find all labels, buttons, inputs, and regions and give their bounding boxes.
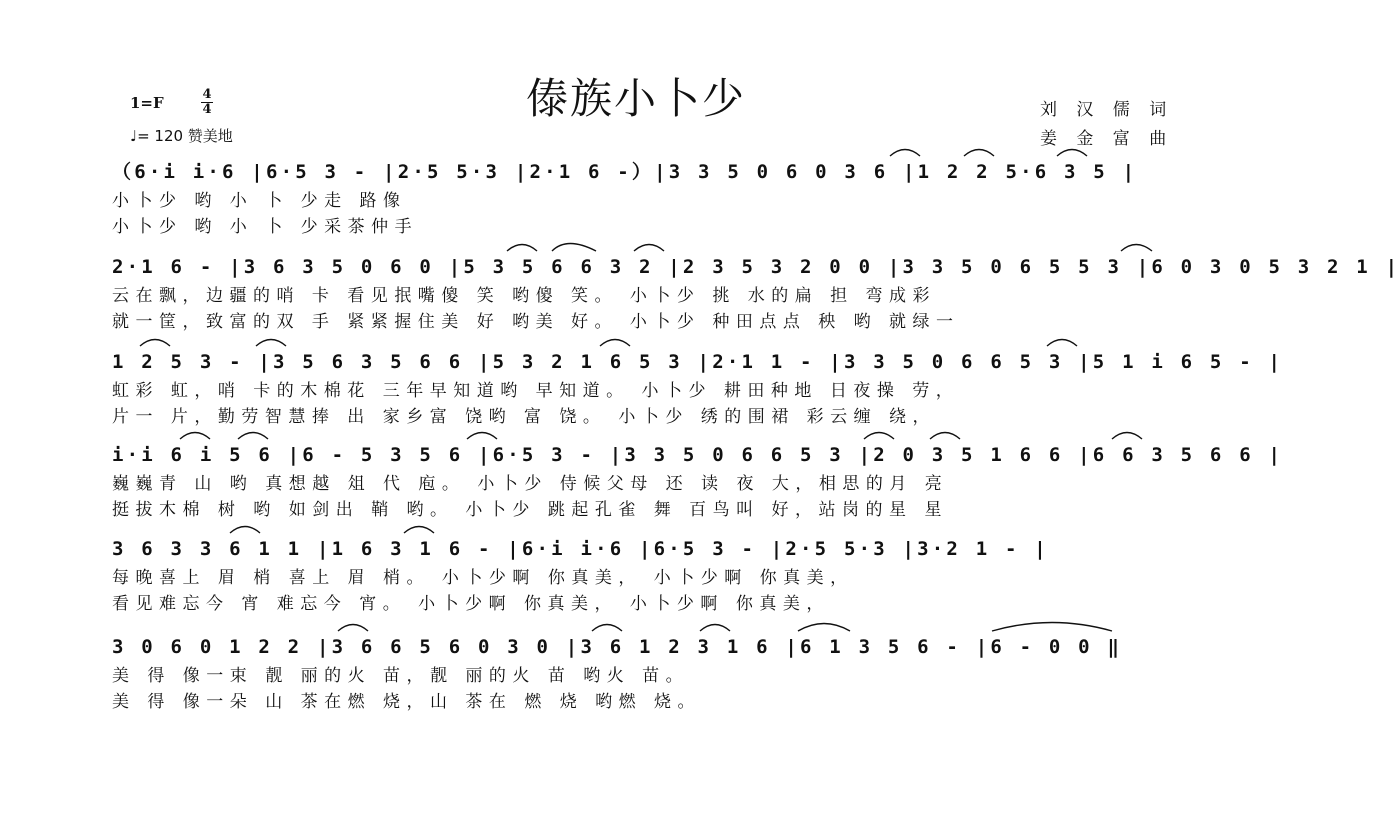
lyric-verse-2: 小卜少 哟 小 卜 少采茶仲手 xyxy=(112,217,419,237)
notation-line: 3 6 3 3 6 1 1 |1 6 3 1 6 - |6·i i·6 |6·5 3 - |2·5 5·3 |3·2 1 - | xyxy=(112,538,1049,560)
key-signature: 1=F xyxy=(130,94,164,112)
lyric-verse-2: 美 得 像一朵 山 茶在燃 烧，山 茶在 燃 烧 哟燃 烧。 xyxy=(112,692,702,712)
time-signature xyxy=(200,88,214,117)
lyric-verse-2: 挺拔木棉 树 哟 如剑出 鞘 哟。 小卜少 跳起孔雀 舞 百鸟叫 好，站岗的星 星 xyxy=(112,500,948,520)
time-signature-top: 4 xyxy=(202,87,212,102)
notation-line: （6·i i·6 |6·5 3 - |2·5 5·3 |2·1 6 -）|3 3 5 0 6 0 3 6 |1 2 2 5·6 3 5 | xyxy=(112,161,1138,183)
lyric-verse-1: 巍巍青 山 哟 真想越 俎 代 庖。 小卜少 侍候父母 还 读 夜 大，相思的月 亮 xyxy=(112,474,949,494)
notation-line: 1 2 5 3 - |3 5 6 3 5 6 6 |5 3 2 1 6 5 3 |2·1 1 - |3 3 5 0 6 6 5 3 |5 1 i 6 5 - | xyxy=(112,351,1284,373)
lyric-verse-1: 美 得 像一束 靓 丽的火 苗，靓 丽的火 苗 哟火 苗。 xyxy=(112,666,690,686)
notation-line: 2·1 6 - |3 6 3 5 0 6 0 |5 3 5 6 6 3 2 |2 3 5 3 2 0 0 |3 3 5 0 6 5 5 3 |6 0 3 0 5 3 2 1 | xyxy=(112,256,1400,278)
composer-credit: 姜 金 富 曲 xyxy=(1040,129,1174,149)
notation-line: i·i 6 i 5 6 |6 - 5 3 5 6 |6·5 3 - |3 3 5 0 6 6 5 3 |2 0 3 5 1 6 6 |6 6 3 5 6 6 | xyxy=(112,444,1284,466)
notation-line: 3 0 6 0 1 2 2 |3 6 6 5 6 0 3 0 |3 6 1 2 3 1 6 |6 1 3 5 6 - |6 - 0 0 ‖ xyxy=(112,636,1123,658)
lyric-verse-2: 片一 片，勤劳智慧捧 出 家乡富 饶哟 富 饶。 小卜少 绣的围裙 彩云缠 绕， xyxy=(112,407,937,427)
lyric-verse-1: 虹彩 虹，哨 卡的木棉花 三年早知道哟 早知道。 小卜少 耕田种地 日夜操 劳， xyxy=(112,381,960,401)
song-title: 傣族小卜少 xyxy=(525,74,746,123)
lyricist-credit: 刘 汉 儒 词 xyxy=(1040,100,1174,120)
lyric-verse-2: 看见难忘今 宵 难忘今 宵。 小卜少啊 你真美， 小卜少啊 你真美， xyxy=(112,594,830,614)
tempo-marking: ♩= 120 赞美地 xyxy=(130,127,233,145)
lyric-verse-2: 就一筐，致富的双 手 紧紧握住美 好 哟美 好。 小卜少 种田点点 秧 哟 就绿一 xyxy=(112,312,960,332)
lyric-verse-1: 每晚喜上 眉 梢 喜上 眉 梢。 小卜少啊 你真美， 小卜少啊 你真美， xyxy=(112,568,854,588)
lyric-verse-1: 小卜少 哟 小 卜 少走 路像 xyxy=(112,191,407,211)
time-signature-bottom: 4 xyxy=(202,102,212,117)
lyric-verse-1: 云在飘，边疆的哨 卡 看见抿嘴傻 笑 哟傻 笑。 小卜少 挑 水的扁 担 弯成彩 xyxy=(112,286,937,306)
